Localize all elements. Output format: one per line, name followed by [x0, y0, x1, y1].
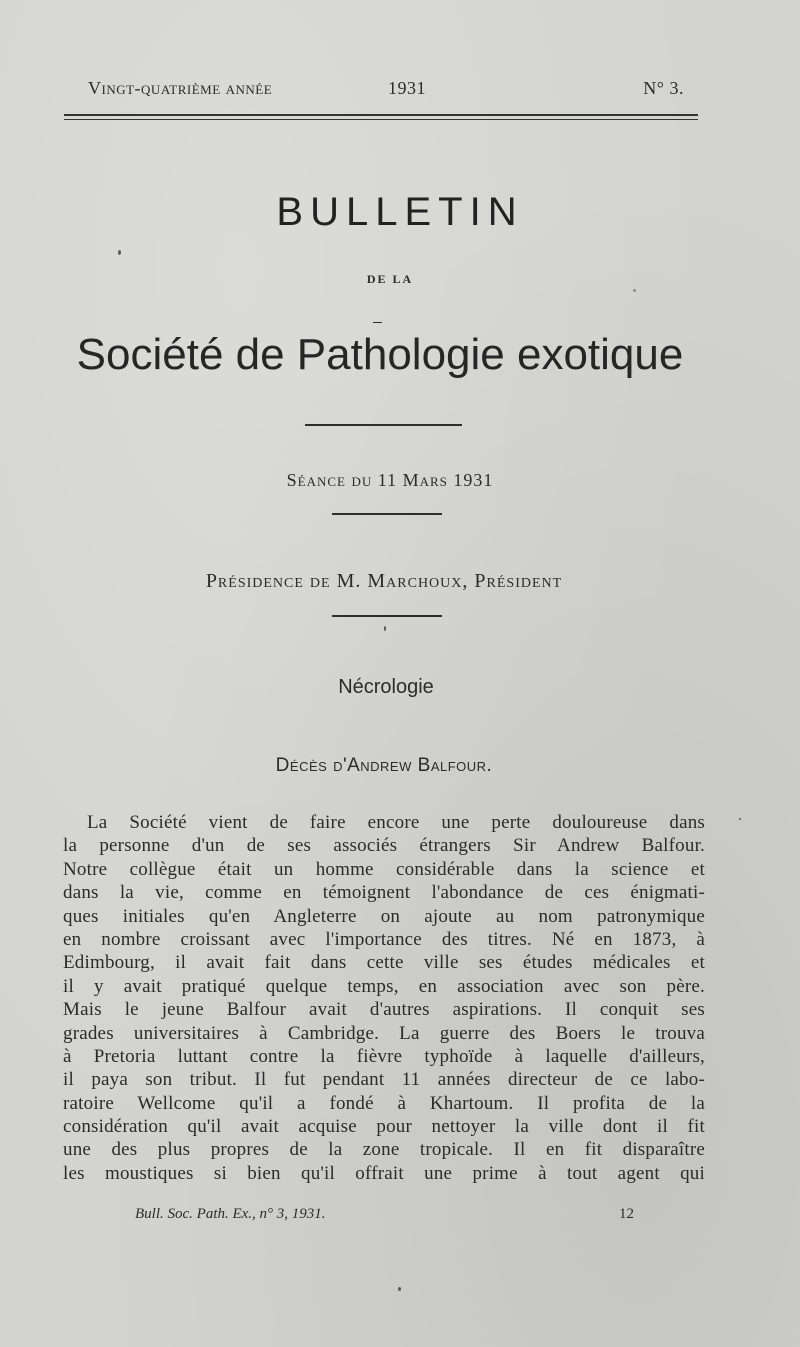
ink-speck: [384, 626, 386, 631]
body-line: il y avait pratiqué quelque temps, en association avec son père.: [63, 975, 705, 997]
ink-speck: [118, 250, 121, 255]
body-line: Notre collègue était un homme considérable dans la science et: [63, 858, 705, 880]
section-heading: Nécrologie: [338, 676, 434, 698]
bulletin-title: BULLETIN: [276, 190, 524, 234]
body-line: La Société vient de faire encore une perte douloureuse dans: [87, 812, 705, 833]
ink-speck: [739, 818, 741, 820]
body-line: considération qu'il avait acquise pour nettoyer la ville dont il fit: [63, 1116, 705, 1138]
body-line: la personne d'un de ses associés étrangers Sir Andrew Balfour.: [63, 835, 705, 857]
footer: [135, 1206, 635, 1223]
body-line: en nombre croissant avec l'importance des titres. Né en 1873, à: [63, 928, 705, 950]
header-rule-bottom: [64, 119, 698, 120]
article-heading: Décès d'Andrew Balfour.: [275, 755, 493, 776]
session-date: Séance du 11 Mars 1931: [286, 470, 494, 490]
society-name: Société de Pathologie exotique: [76, 330, 684, 379]
ink-speck: [398, 1287, 401, 1291]
title-connector: DE LA: [366, 272, 414, 286]
divider-rule: [305, 424, 462, 426]
divider-rule: [332, 615, 442, 617]
running-head-year: 1931: [388, 78, 426, 98]
body-line: à Pretoria luttant contre la fièvre typhoïde à laquelle d'ailleurs,: [63, 1045, 705, 1067]
body-line: Mais le jeune Balfour avait d'autres aspirations. Il conquit ses: [63, 999, 705, 1021]
header-rule-top: [64, 114, 698, 116]
ink-speck: [633, 289, 636, 292]
running-head-volume: Vingt-quatrième année: [88, 78, 273, 98]
body-line: il paya son tribut. Il fut pendant 11 années directeur de ce labo-: [63, 1069, 705, 1091]
divider-rule: [332, 513, 442, 515]
presidency-line: Présidence de M. Marchoux, Président: [205, 570, 563, 592]
running-head-issue: N° 3.: [643, 78, 684, 98]
body-line: une des plus propres de la zone tropicale. Il en fit disparaître: [63, 1139, 705, 1161]
body-line: ratoire Wellcome qu'il a fondé à Khartoum. Il profita de la: [63, 1092, 705, 1114]
footer-citation: Bull. Soc. Path. Ex., n° 3, 1931.: [135, 1206, 326, 1222]
running-head: [64, 78, 698, 108]
page-number: 12: [619, 1206, 634, 1222]
body-line: dans la vie, comme en témoignent l'abondance de ces énigmati-: [63, 882, 705, 904]
small-dash: [373, 322, 382, 323]
body-line: grades universitaires à Cambridge. La guerre des Boers le trouva: [63, 1022, 705, 1044]
article-body: [63, 811, 705, 1185]
body-line: Edimbourg, il avait fait dans cette ville ses études médicales et: [63, 952, 705, 974]
body-line: les moustiques si bien qu'il offrait une prime à tout agent qui: [63, 1162, 705, 1184]
body-line: ques initiales qu'en Angleterre on ajoute au nom patronymique: [63, 905, 705, 927]
